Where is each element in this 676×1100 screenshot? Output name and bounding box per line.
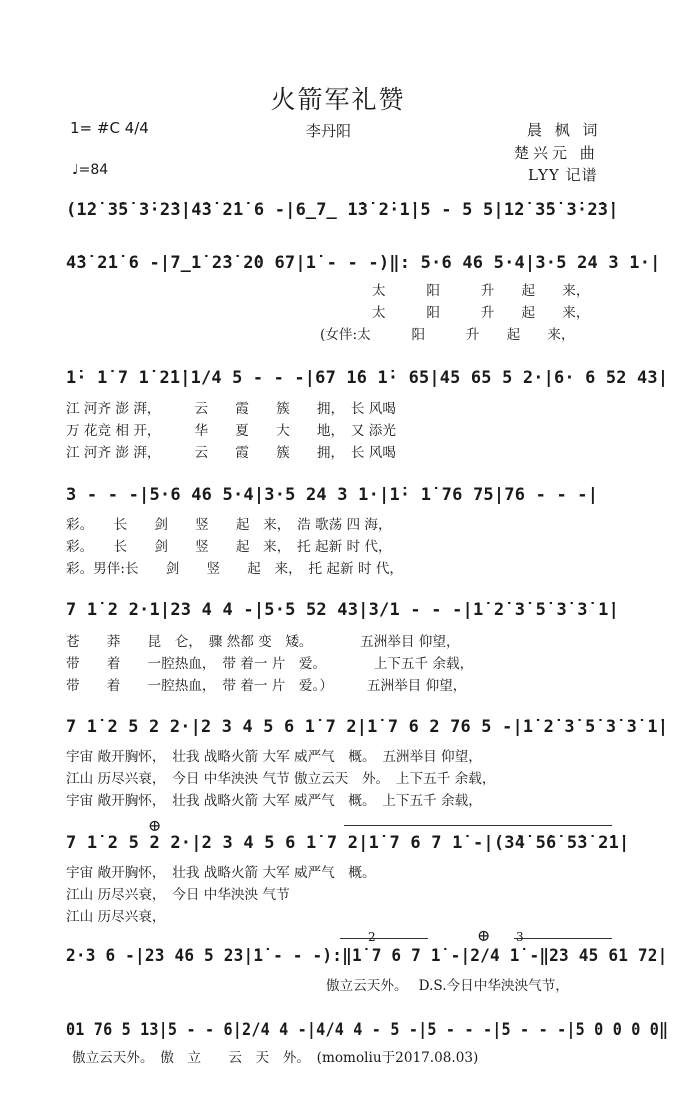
score-line-5: 7 1̇ 2 2·1|23 4 4 -|5·5 52 43|3/1 - - -|1̇ 2̇ 3̇ 5̇ 3̇ 3̇ 1̇| — [66, 600, 620, 620]
lyric-line-8-1: 傲立云天外。 D.S.今日中华泱泱气节， — [326, 978, 569, 994]
lyric-line-6-1: 宇宙 敞开胸怀， 壮我 战略火箭 大军 威严气 概。 五洲举目 仰望， — [66, 749, 482, 765]
lyric-line-7-3: 江山 历尽兴衰， — [66, 909, 166, 925]
tempo-marking: ♩=84 — [72, 162, 109, 178]
lyric-line-3-1: 江 河齐 澎 湃， 云 霞 簇 拥， 长 风喝 — [66, 401, 396, 417]
score-line-2: 4̇3̇ 2̇1̇ 6 -|7̲1̇ 2̇3̇ 2̇0 67|1̇ - - -)‖: 5·6 46 5·4|3·5 24 3 1·| — [66, 253, 661, 273]
lyric-line-4-1: 彩。 长 剑 竖 起 来， 浩 歌荡 四 海， — [66, 517, 392, 533]
lyric-line-4-2: 彩。 长 剑 竖 起 来， 托 起新 时 代， — [66, 539, 392, 555]
lyric-line-2-2: 太 阳 升 起 来， — [372, 305, 590, 321]
lyric-line-6-2: 江山 历尽兴衰， 今日 中华泱泱 气节 傲立云天 外。 上下五千 余载， — [66, 771, 496, 787]
score-line-1: (1̇2̇ 3̇5̇ 3̇·2̇3̇|4̇3̇ 2̇1̇ 6 -|6̲7̲ 1̇3̇ 2̇·1̇|5 - 5 5|1̇2̇ 3̇5̇ 3̇·2̇3̇| — [66, 200, 619, 220]
score-line-8: 2·3 6 -|23 46 5 23|1̇ - - -):‖1̇ 7 6 7 1̇ -|2/4 1̇ -‖23 45 61 72| — [66, 946, 668, 966]
lyric-line-5-1: 苍 莽 昆 仑， 骤 然都 变 矮。 五洲举目 仰望， — [66, 634, 460, 650]
lyric-line-9-1: 傲立云天外。 傲 立 云 天 外。 (momoliu于2017.08.03) — [72, 1050, 479, 1066]
lyric-line-5-3: 带 着 一腔热血， 带 着一 片 爱。） 五洲举目 仰望， — [66, 678, 467, 694]
volta-bracket-3 — [514, 938, 612, 939]
volta-number-2: 2 — [368, 930, 376, 944]
volta-bracket — [344, 825, 612, 826]
score-line-7: 7 1̇ 2 5 2 2·|2 3 4 5 6 1̇ 7 2|1̇ 7 6 7 1̇ -|(3̇4̇ 5̇6̇ 5̇3̇ 2̇1̇| — [66, 833, 630, 853]
singer-name: 李丹阳 — [306, 122, 352, 140]
coda-sign-icon: ⊕ — [148, 816, 162, 835]
lyric-line-7-2: 江山 历尽兴衰， 今日 中华泱泱 气节 — [66, 887, 290, 903]
score-line-9: 01 76 5 13|5 - - 6|2/4 4 -|4/4 4 - 5 -|5 - - -|5 - - -|5 0 0 0 0‖ — [66, 1020, 669, 1040]
lyric-line-4-3: 彩。男伴:长 剑 竖 起 来， 托 起新 时 代， — [66, 561, 403, 577]
lyric-line-5-2: 带 着 一腔热血， 带 着一 片 爱。 上下五千 余载， — [66, 656, 474, 672]
score-line-4: 3 - - -|5·6 46 5·4|3·5 24 3 1·|1̇· 1̇ 76 75|76 - - -| — [66, 485, 599, 505]
lyric-line-7-1: 宇宙 敞开胸怀， 壮我 战略火箭 大军 威严气 概。 — [66, 865, 376, 881]
lyric-line-6-3: 宇宙 敞开胸怀， 壮我 战略火箭 大军 威严气 概。 上下五千 余载， — [66, 793, 482, 809]
lyric-line-3-2: 万 花竞 相 开， 华 夏 大 地， 又 添光 — [66, 423, 396, 439]
score-line-6: 7 1̇ 2 5 2 2·|2 3 4 5 6 1̇ 7 2|1̇ 7 6 2 76 5 -|1̇ 2̇ 3̇ 5̇ 3̇ 3̇ 1̇| — [66, 717, 669, 737]
lyric-line-3-3: 江 河齐 澎 湃， 云 霞 簇 拥， 长 风喝 — [66, 445, 396, 461]
coda-sign-icon: ⊕ — [477, 926, 491, 945]
volta-bracket-2 — [340, 938, 428, 939]
key-signature: 1= #C 4/4 — [70, 119, 149, 137]
transcriber-credit: LYY 记谱 — [528, 166, 598, 184]
lyric-line-2-1: 太 阳 升 起 来， — [372, 283, 590, 299]
composer-credit: 楚兴元 曲 — [514, 144, 599, 162]
song-title: 火箭军礼赞 — [270, 85, 406, 114]
volta-number-3: 3 — [516, 930, 524, 944]
score-line-3: 1̇· 1̇ 7 1̇ 2̇1̇|1/4 5 - - -|67 1̇6 1̇· 65|45 65 5 2·|6· 6 52 43| — [66, 368, 669, 388]
lyric-line-2-3: (女伴:太 阳 升 起 来， — [320, 327, 575, 343]
lyricist-credit: 晨 枫 词 — [527, 121, 602, 139]
